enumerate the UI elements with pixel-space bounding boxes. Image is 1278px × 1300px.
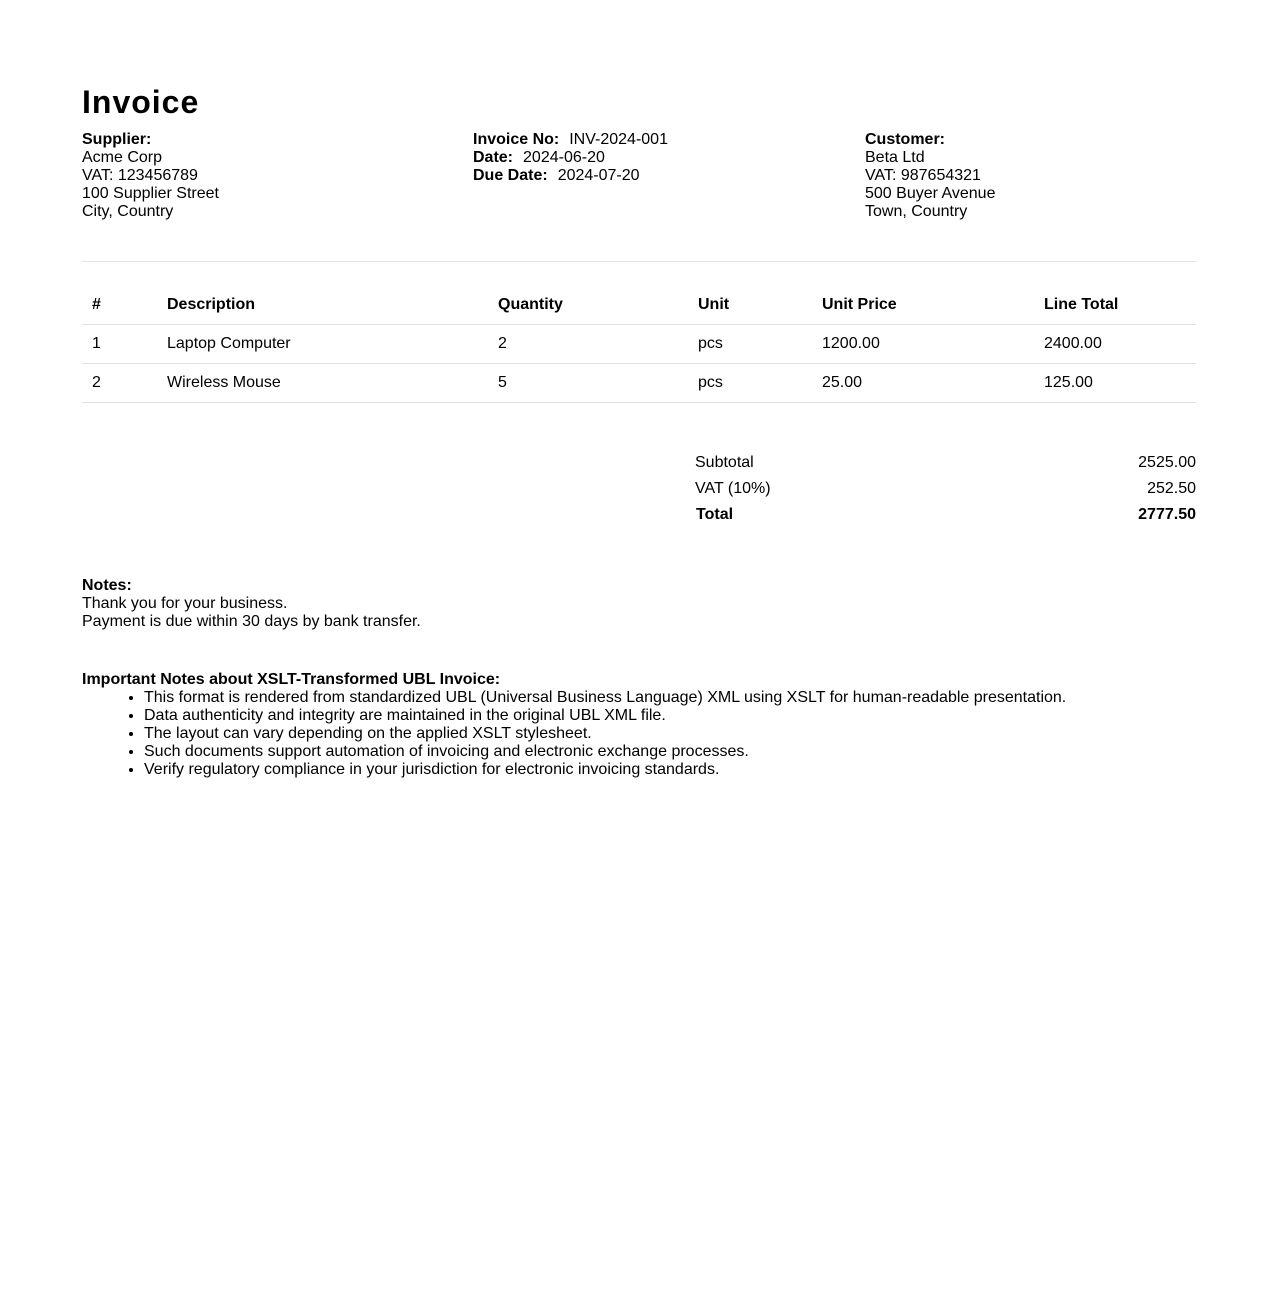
list-item: • Data authenticity and integrity are maintained in the original UBL XML file. xyxy=(144,707,1232,725)
column-header-line-total: Line Total xyxy=(1034,285,1196,325)
important-notes-heading: Important Notes about XSLT-Transformed UBL Invoice: xyxy=(82,671,501,688)
cell-quantity: 2 xyxy=(488,325,688,364)
notes-line: Thank you for your business. xyxy=(82,595,288,612)
vat-label: VAT (10%) xyxy=(695,480,771,497)
important-notes-list xyxy=(82,689,1232,779)
cell-description: Wireless Mouse xyxy=(157,364,488,403)
subtotal-value: 2525.00 xyxy=(1138,454,1196,471)
list-item: • Such documents support automation of invoicing and electronic exchange processes. xyxy=(144,743,1232,761)
column-header-number: # xyxy=(82,285,157,325)
supplier-name: Acme Corp xyxy=(82,149,163,166)
supplier-city: City, Country xyxy=(82,203,174,220)
cell-line-total: 125.00 xyxy=(1034,364,1196,403)
invoice-number-row xyxy=(473,131,853,149)
customer-name: Beta Ltd xyxy=(865,149,925,166)
total-row xyxy=(695,506,1196,532)
cell-description: Laptop Computer xyxy=(157,325,488,364)
cell-unit-price: 25.00 xyxy=(812,364,1034,403)
customer-block xyxy=(865,131,1195,221)
vat-value: 252.50 xyxy=(1147,480,1196,497)
customer-city: Town, Country xyxy=(865,203,968,220)
cell-line-total: 2400.00 xyxy=(1034,325,1196,364)
cell-number: 1 xyxy=(82,325,157,364)
invoice-date-row xyxy=(473,149,853,167)
cell-unit: pcs xyxy=(688,364,812,403)
supplier-vat: VAT: 123456789 xyxy=(82,167,198,184)
notes-label: Notes: xyxy=(82,577,132,594)
invoice-due-row xyxy=(473,167,853,185)
invoice-number-label: Invoice No: xyxy=(473,131,560,148)
supplier-street: 100 Supplier Street xyxy=(82,185,219,202)
table-header-row xyxy=(82,285,1196,325)
list-item: • The layout can vary depending on the applied XSLT stylesheet. xyxy=(144,725,1232,743)
column-header-description: Description xyxy=(157,285,488,325)
invoice-date: 2024-06-20 xyxy=(523,149,605,166)
invoice-meta-block xyxy=(473,131,853,185)
customer-label: Customer: xyxy=(865,131,946,148)
cell-unit-price: 1200.00 xyxy=(812,325,1034,364)
important-notes-block xyxy=(82,671,1232,779)
total-label: Total xyxy=(696,506,734,523)
invoice-due-label: Due Date: xyxy=(473,167,548,184)
notes-line: Payment is due within 30 days by bank transfer. xyxy=(82,613,421,630)
customer-street: 500 Buyer Avenue xyxy=(865,185,996,202)
table-row xyxy=(82,325,1196,364)
page-title: Invoice xyxy=(82,84,200,120)
list-item: • Verify regulatory compliance in your jurisdiction for electronic invoicing standards. xyxy=(144,761,1232,779)
customer-vat: VAT: 987654321 xyxy=(865,167,981,184)
cell-quantity: 5 xyxy=(488,364,688,403)
table-row xyxy=(82,364,1196,403)
header-divider xyxy=(82,261,1196,262)
notes-block xyxy=(82,577,1182,631)
invoice-number: INV-2024-001 xyxy=(569,131,668,148)
vat-row xyxy=(695,480,1196,506)
column-header-unit: Unit xyxy=(688,285,812,325)
subtotal-label: Subtotal xyxy=(695,454,754,471)
invoice-date-label: Date: xyxy=(473,149,514,166)
line-items-table xyxy=(82,285,1196,403)
list-item: • This format is rendered from standardized UBL (Universal Business Language) XML using XSLT for human-readable presentation. xyxy=(144,689,1232,707)
cell-unit: pcs xyxy=(688,325,812,364)
subtotal-row xyxy=(695,454,1196,480)
invoice-due-date: 2024-07-20 xyxy=(557,167,640,184)
column-header-unit-price: Unit Price xyxy=(812,285,1034,325)
supplier-label: Supplier: xyxy=(82,131,152,148)
total-value: 2777.50 xyxy=(1138,506,1196,523)
supplier-block xyxy=(82,131,462,221)
totals-block xyxy=(695,454,1196,532)
cell-number: 2 xyxy=(82,364,157,403)
column-header-quantity: Quantity xyxy=(488,285,688,325)
